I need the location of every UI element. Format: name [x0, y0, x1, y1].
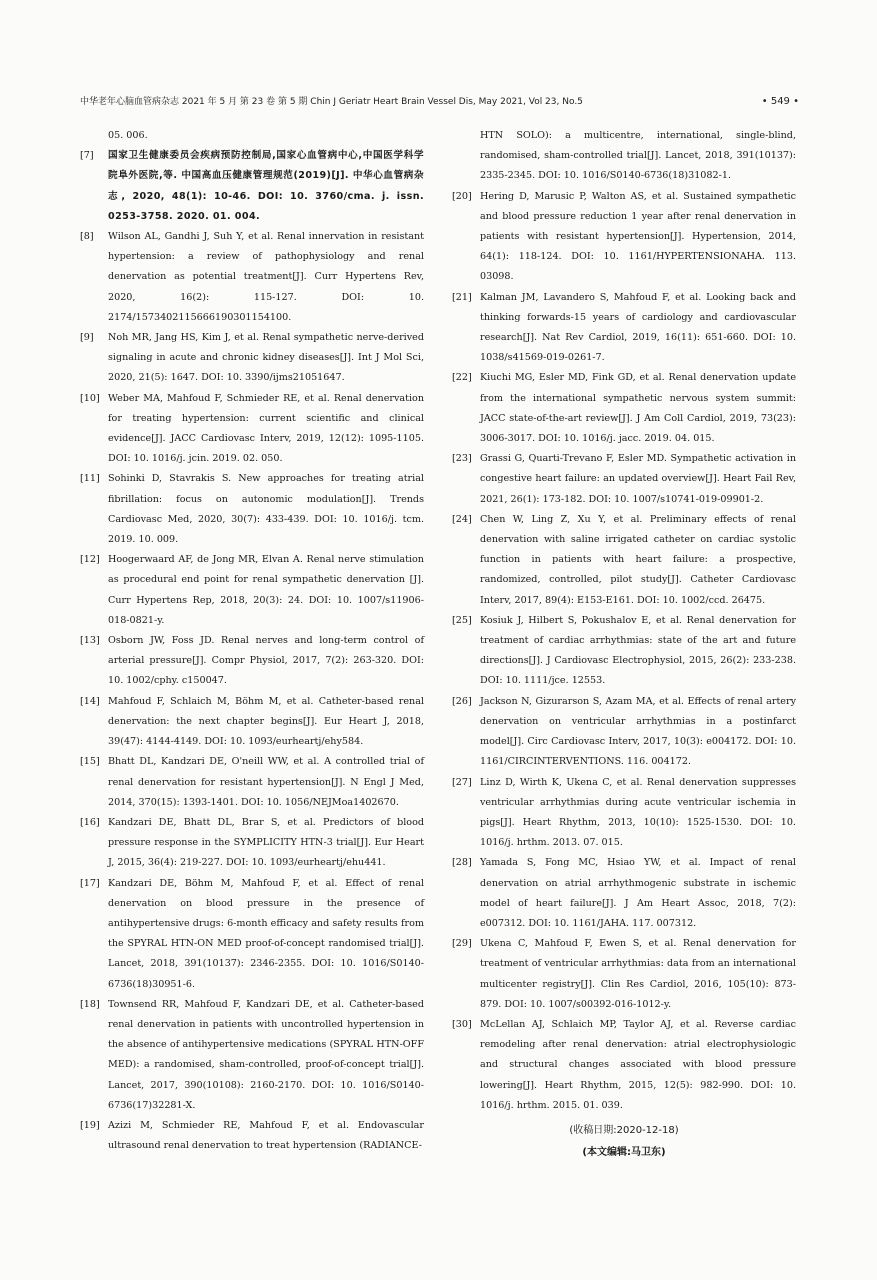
page-number: • 549 • — [761, 96, 799, 107]
reference-item — [80, 874, 424, 995]
reference-text: Sohinki D, Stavrakis S. New approaches for treating atrial fibrillation: focus on autonomic modulation[J]. Trends Cardiovasc Med, 2020, 30(7): 433-439. DOI: 10. 1016/j. tcm. 2019. 10. 009. — [108, 473, 424, 546]
reference-item — [452, 611, 796, 692]
reference-item — [452, 934, 796, 1015]
reference-number: [14] — [80, 695, 100, 707]
reference-number: [20] — [452, 190, 472, 202]
reference-item — [80, 227, 424, 328]
reference-text: 国家卫生健康委员会疾病预防控制局,国家心血管病中心,中国医学科学院阜外医院,等. 中国高血压健康管理规范(2019)[J]. 中华心血管病杂志, 2020, 48(1): 10-46. DOI: 10. 3760/cma. j. issn. 0253-3758. 2020. 01. 004. — [108, 150, 424, 222]
left-column — [80, 126, 424, 1156]
reference-item — [452, 510, 796, 611]
reference-number: [7] — [80, 150, 94, 162]
reference-item — [80, 146, 424, 227]
reference-number: [17] — [80, 877, 100, 889]
reference-number: [9] — [80, 332, 94, 344]
reference-text: Hoogerwaard AF, de Jong MR, Elvan A. Renal nerve stimulation as procedural end point for renal sympathetic denervation [J]. Curr Hypertens Rep, 2018, 20(3): 24. DOI: 10. 1007/s11906-018-0821-y. — [108, 554, 424, 626]
reference-number: [22] — [452, 372, 472, 384]
reference-item — [452, 368, 796, 449]
editor-note: (本文编辑:马卫东) — [582, 1146, 666, 1158]
reference-item — [80, 389, 424, 470]
reference-item — [80, 692, 424, 753]
reference-item — [452, 288, 796, 369]
reference-text: Kandzari DE, Böhm M, Mahfoud F, et al. Effect of renal denervation on blood pressure in the presence of antihypertensive drugs: 6-month efficacy and safety results from the SPYRAL HTN-ON MED proof-of-concept randomised trial[J]. Lancet, 2018, 391(10137): 2346-2355. DOI: 10. 1016/S0140-6736(18)30951-6. — [108, 877, 424, 990]
reference-number: [13] — [80, 635, 100, 647]
article-footer — [452, 1120, 796, 1164]
reference-number: [27] — [452, 776, 472, 788]
right-column — [452, 126, 796, 1164]
continuation-text: HTN SOLO): a multicentre, international, single-blind, randomised, sham-controlled trial[J]. Lancet, 2018, 391(10137): 2335-2345. DOI: 10. 1016/S0140-6736(18)31082-1. — [480, 130, 796, 182]
reference-number: [23] — [452, 453, 472, 465]
reference-text: Mahfoud F, Schlaich M, Böhm M, et al. Catheter-based renal denervation: the next chapter begins[J]. Eur Heart J, 2018, 39(47): 4144-4149. DOI: 10. 1093/eurheartj/ehy584. — [108, 695, 424, 748]
reference-number: [11] — [80, 473, 100, 485]
reference-text: Kalman JM, Lavandero S, Mahfoud F, et al. Looking back and thinking forwards-15 years of cardiology and cardiovascular research[J]. Nat Rev Cardiol, 2019, 16(11): 651-660. DOI: 10. 1038/s41569-019-0261-7. — [480, 291, 796, 364]
reference-text: Grassi G, Quarti-Trevano F, Esler MD. Sympathetic activation in congestive heart failure: an updated overview[J]. Heart Fail Rev, 2021, 26(1): 173-182. DOI: 10. 1007/s10741-019-09901-2. — [480, 453, 796, 505]
reference-text: Linz D, Wirth K, Ukena C, et al. Renal denervation suppresses ventricular arrhythmias during acute ventricular ischemia in pigs[J]. Heart Rhythm, 2013, 10(10): 1525-1530. DOI: 10. 1016/j. hrthm. 2013. 07. 015. — [480, 776, 796, 849]
reference-number: [15] — [80, 756, 100, 768]
reference-text: Yamada S, Fong MC, Hsiao YW, et al. Impact of renal denervation on atrial arrhythmogenic substrate in ischemic model of heart failure[J]. J Am Heart Assoc, 2018, 7(2): e007312. DOI: 10. 1161/JAHA. 117. 007312. — [480, 857, 796, 929]
reference-item — [80, 1116, 424, 1156]
reference-item — [452, 449, 796, 510]
reference-number: [16] — [80, 816, 100, 828]
reference-item — [452, 187, 796, 288]
reference-number: [21] — [452, 291, 472, 303]
reference-item — [80, 752, 424, 813]
reference-text: Chen W, Ling Z, Xu Y, et al. Preliminary effects of renal denervation with saline irrigated catheter on cardiac systolic function in patients with heart failure: a prospective, randomized, controlled, pilot study[J]. Catheter Cardiovasc Interv, 2017, 89(4): E153-E161. DOI: 10. 1002/ccd. 26475. — [480, 513, 796, 606]
reference-text: Osborn JW, Foss JD. Renal nerves and long-term control of arterial pressure[J]. Compr Physiol, 2017, 7(2): 263-320. DOI: 10. 1002/cphy. c150047. — [108, 635, 424, 687]
left-references-list — [80, 146, 424, 1156]
received-date: (收稿日期:2020-12-18) — [569, 1124, 679, 1136]
reference-text: Townsend RR, Mahfoud F, Kandzari DE, et al. Catheter-based renal denervation in patients with uncontrolled hypertension in the absence of antihypertensive medications (SPYRAL HTN-OFF MED): a randomised, sham-controlled, proof-of-concept trial[J]. Lancet, 2017, 390(10108): 2160-2170. DOI: 10. 1016/S0140-6736(17)32281-X. — [108, 998, 424, 1111]
reference-text: Ukena C, Mahfoud F, Ewen S, et al. Renal denervation for treatment of ventricular arrhythmias: data from an international multicenter registry[J]. Clin Res Cardiol, 2016, 105(10): 873-879. DOI: 10. 1007/s00392-016-1012-y. — [480, 938, 796, 1010]
reference-text: McLellan AJ, Schlaich MP, Taylor AJ, et al. Reverse cardiac remodeling after renal denervation: atrial electrophysiologic and structural changes associated with blood pressure lowering[J]. Heart Rhythm, 2015, 12(5): 982-990. DOI: 10. 1016/j. hrthm. 2015. 01. 039. — [480, 1018, 796, 1111]
reference-item — [452, 853, 796, 934]
running-header — [80, 94, 799, 107]
right-references-list — [452, 187, 796, 1116]
reference-item — [80, 995, 424, 1116]
reference-text: Hering D, Marusic P, Walton AS, et al. Sustained sympathetic and blood pressure reduction 1 year after renal denervation in patients with resistant hypertension[J]. Hypertension, 2014, 64(1): 118-124. DOI: 10. 1161/HYPERTENSIONAHA. 113. 03098. — [480, 190, 796, 283]
reference-text: Weber MA, Mahfoud F, Schmieder RE, et al. Renal denervation for treating hypertension: current scientific and clinical evidence[J]. JACC Cardiovasc Interv, 2019, 12(12): 1095-1105. DOI: 10. 1016/j. jcin. 2019. 02. 050. — [108, 392, 424, 465]
reference-text: Bhatt DL, Kandzari DE, O'neill WW, et al. A controlled trial of renal denervation for resistant hypertension[J]. N Engl J Med, 2014, 370(15): 1393-1401. DOI: 10. 1056/NEJMoa1402670. — [108, 756, 424, 808]
reference-item — [80, 813, 424, 874]
reference-item — [452, 692, 796, 773]
reference-text: Jackson N, Gizurarson S, Azam MA, et al. Effects of renal artery denervation on ventricular arrhythmias in a postinfarct model[J]. Circ Cardiovasc Interv, 2017, 10(3): e004172. DOI: 10. 1161/CIRCINTERVENTIONS. 116. 004172. — [480, 695, 796, 768]
reference-text: Noh MR, Jang HS, Kim J, et al. Renal sympathetic nerve-derived signaling in acute and chronic kidney diseases[J]. Int J Mol Sci, 2020, 21(5): 1647. DOI: 10. 3390/ijms21051647. — [108, 332, 424, 384]
reference-number: [10] — [80, 392, 100, 404]
reference-number: [24] — [452, 513, 472, 525]
reference-item — [452, 773, 796, 854]
journal-header: 中华老年心脑血管病杂志 2021 年 5 月 第 23 卷 第 5 期 Chin J Geriatr Heart Brain Vessel Dis, May 2021, Vol 23, No.5 — [80, 97, 583, 107]
reference-number: [19] — [80, 1119, 100, 1131]
reference-text: Wilson AL, Gandhi J, Suh Y, et al. Renal innervation in resistant hypertension: a review of pathophysiology and renal denervation as potential treatment[J]. Curr Hypertens Rev, 2020, 16(2): 115-127. DOI: 10. 2174/1573402115666190301154100. — [108, 231, 424, 323]
reference-text: Kandzari DE, Bhatt DL, Brar S, et al. Predictors of blood pressure response in the SYMPLICITY HTN-3 trial[J]. Eur Heart J, 2015, 36(4): 219-227. DOI: 10. 1093/eurheartj/ehu441. — [108, 816, 424, 869]
reference-item — [80, 469, 424, 550]
reference-continuation — [80, 126, 424, 146]
reference-number: [29] — [452, 938, 472, 950]
reference-number: [28] — [452, 857, 472, 869]
reference-number: [30] — [452, 1018, 472, 1030]
reference-item — [452, 1015, 796, 1116]
reference-item — [80, 631, 424, 692]
reference-number: [8] — [80, 231, 94, 243]
reference-number: [12] — [80, 554, 100, 566]
reference-number: [25] — [452, 614, 472, 626]
reference-text: Kiuchi MG, Esler MD, Fink GD, et al. Renal denervation update from the international sympathetic nervous system summit: JACC state-of-the-art review[J]. J Am Coll Cardiol, 2019, 73(23): 3006-3017. DOI: 10. 1016/j. jacc. 2019. 04. 015. — [480, 372, 796, 445]
reference-item — [80, 550, 424, 631]
reference-number: [18] — [80, 998, 100, 1010]
reference-number: [26] — [452, 695, 472, 707]
reference-item — [80, 328, 424, 389]
reference-text: Kosiuk J, Hilbert S, Pokushalov E, et al. Renal denervation for treatment of cardiac arrhythmias: state of the art and future directions[J]. J Cardiovasc Electrophysiol, 2015, 26(2): 233-238. DOI: 10. 1111/jce. 12553. — [480, 614, 796, 687]
reference-continuation — [452, 126, 796, 187]
reference-text: Azizi M, Schmieder RE, Mahfoud F, et al. Endovascular ultrasound renal denervation to treat hypertension (RADIANCE- — [108, 1119, 424, 1152]
continuation-text: 05. 006. — [108, 130, 148, 141]
